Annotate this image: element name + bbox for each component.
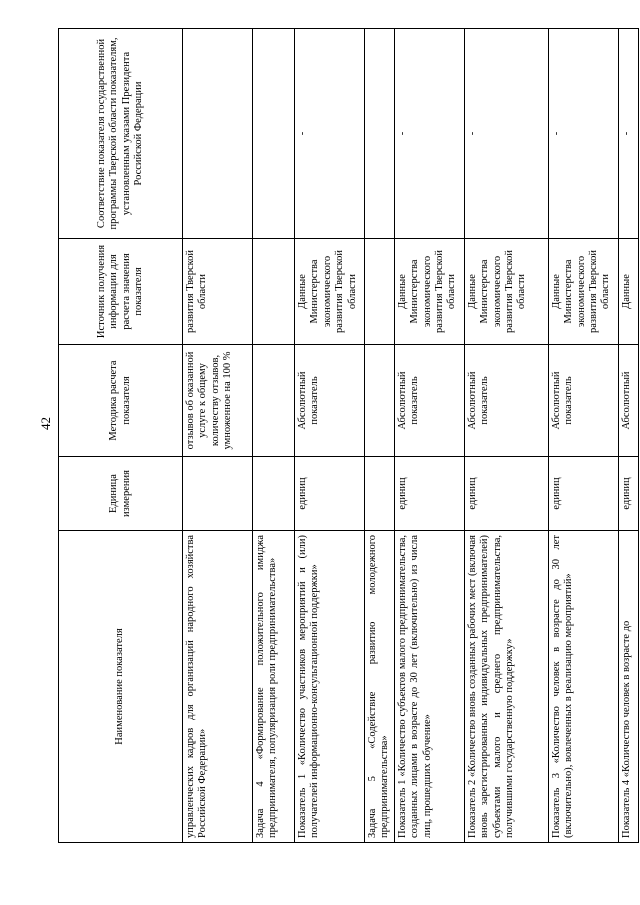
- header-source: Источник получения информации для расчета значения показателя: [59, 239, 183, 345]
- cell-source: Данные: [618, 239, 638, 345]
- cell-unit: [183, 457, 253, 531]
- table-row: [618, 29, 638, 843]
- cell-unit: единиц: [464, 457, 548, 531]
- header-unit: Единица измерения: [59, 457, 183, 531]
- cell-name: управленческих кадров для организаций народного хозяйства Российской Федерации»: [183, 531, 253, 843]
- table-row: [183, 29, 253, 843]
- table-header-row: [59, 29, 183, 843]
- cell-name: Задача 5 «Содействие развитию молодежного предпринимательства»: [365, 531, 395, 843]
- indicators-table: [58, 28, 639, 843]
- cell-name: Показатель 4 «Количество человек в возрасте до: [618, 531, 638, 843]
- cell-source: Данные Министерства экономического развития Тверской области: [464, 239, 548, 345]
- cell-name: Показатель 1 «Количество участников мероприятий и (или) получателей информационно-консультационной поддержки»: [295, 531, 365, 843]
- table-row: [464, 29, 548, 843]
- cell-conformity: -: [464, 29, 548, 239]
- cell-method: Абсолютный показатель: [295, 345, 365, 457]
- cell-unit: единиц: [618, 457, 638, 531]
- table-row: [394, 29, 464, 843]
- cell-conformity: -: [618, 29, 638, 239]
- header-name: Наименование показателя: [59, 531, 183, 843]
- cell-unit: [365, 457, 395, 531]
- cell-method: [365, 345, 395, 457]
- cell-method: Абсолютный показатель: [464, 345, 548, 457]
- cell-unit: единиц: [548, 457, 618, 531]
- table-row: [365, 29, 395, 843]
- cell-method: Абсолютный показатель: [548, 345, 618, 457]
- header-method: Методика расчета показателя: [59, 345, 183, 457]
- cell-unit: [253, 457, 295, 531]
- cell-source: [365, 239, 395, 345]
- indicators-table-container: [58, 29, 632, 843]
- cell-conformity: [365, 29, 395, 239]
- table-row: [548, 29, 618, 843]
- table-row: [253, 29, 295, 843]
- cell-source: Данные Министерства экономического развития Тверской области: [548, 239, 618, 345]
- cell-conformity: -: [548, 29, 618, 239]
- header-conformity: Соответствие показателя государственной программы Тверской области показателям, установленным указами Президента Российской Федерации: [59, 29, 183, 239]
- cell-method: отзывов об оказанной услуге к общему количеству отзывов, умноженное на 100 %: [183, 345, 253, 457]
- cell-unit: единиц: [295, 457, 365, 531]
- cell-name: Показатель 1 «Количество субъектов малого предпринимательства, созданных лицами в возрасте до 30 лет (включительно) из числа лиц, прошедших обучение»: [394, 531, 464, 843]
- cell-unit: единиц: [394, 457, 464, 531]
- page-number: 42: [38, 417, 53, 430]
- cell-conformity: [253, 29, 295, 239]
- cell-method: Абсолютный: [618, 345, 638, 457]
- cell-method: Абсолютный показатель: [394, 345, 464, 457]
- cell-name: Задача 4 «Формирование положительного имиджа предпринимателя, популяризация роли предпринимательства»: [253, 531, 295, 843]
- cell-method: [253, 345, 295, 457]
- cell-source: [253, 239, 295, 345]
- cell-name: Показатель 3 «Количество человек в возрасте до 30 лет (включительно), вовлеченных в реализацию мероприятий»: [548, 531, 618, 843]
- cell-source: Данные Министерства экономического развития Тверской области: [295, 239, 365, 345]
- table-row: [295, 29, 365, 843]
- cell-conformity: -: [295, 29, 365, 239]
- cell-conformity: [183, 29, 253, 239]
- cell-source: развития Тверской области: [183, 239, 253, 345]
- cell-source: Данные Министерства экономического развития Тверской области: [394, 239, 464, 345]
- cell-name: Показатель 2 «Количество вновь созданных рабочих мест (включая вновь зарегистрированных индивидуальных предпринимателей) субъектами малого и среднего предпринимательства, получившими государственную поддержку»: [464, 531, 548, 843]
- cell-conformity: -: [394, 29, 464, 239]
